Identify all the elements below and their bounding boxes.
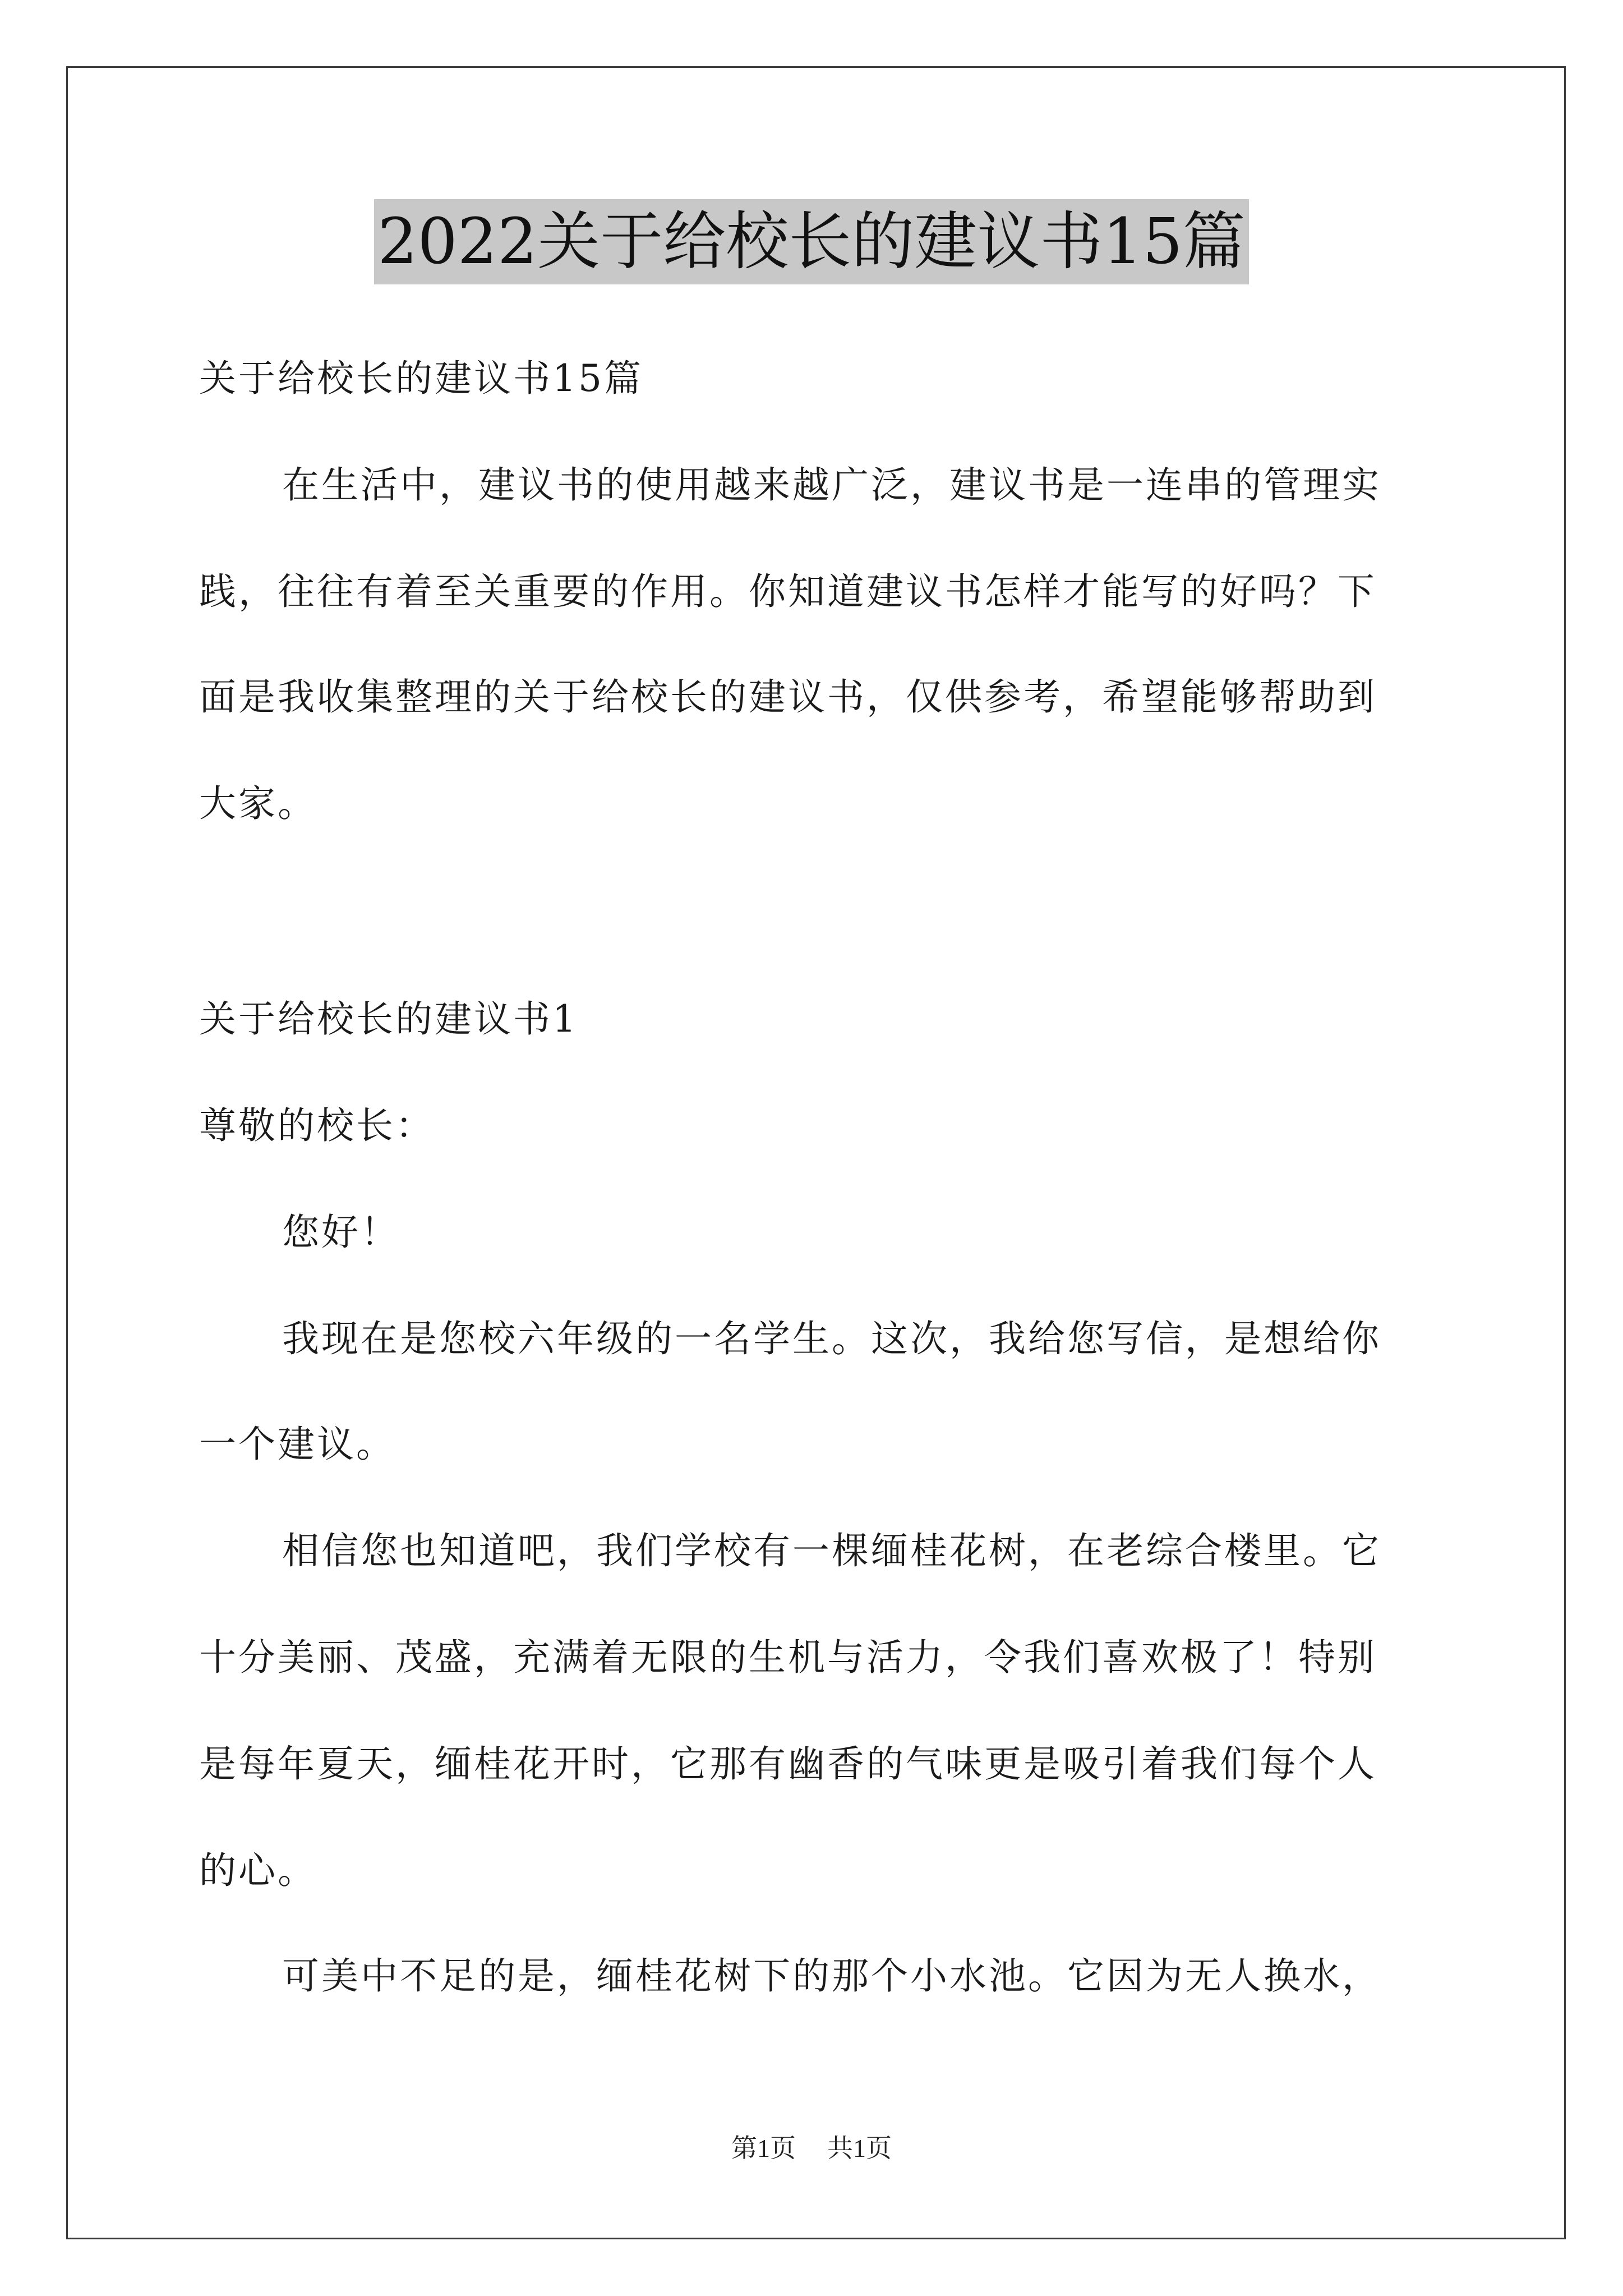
paragraph-1-line-1: 我现在是您校六年级的一名学生。这次，我给您写信，是想给你 (282, 1317, 1381, 1360)
greeting: 您好！ (282, 1211, 400, 1254)
intro-line-4: 大家。 (199, 782, 317, 825)
subtitle: 关于给校长的建议书15篇 (199, 357, 643, 400)
page-total: 共1页 (827, 2134, 892, 2162)
page-footer (0, 2132, 1623, 2165)
document-title: 2022关于给校长的建议书15篇 (374, 199, 1249, 284)
paragraph-2-line-4: 的心。 (199, 1849, 317, 1892)
title-container (0, 199, 1623, 284)
paragraph-2-line-1: 相信您也知道吧，我们学校有一棵缅桂花树，在老综合楼里。它 (282, 1529, 1381, 1572)
paragraph-2-line-3: 是每年夏天，缅桂花开时，它那有幽香的气味更是吸引着我们每个人 (199, 1742, 1377, 1786)
paragraph-3-line-1: 可美中不足的是，缅桂花树下的那个小水池。它因为无人换水， (282, 1954, 1381, 1998)
intro-line-1: 在生活中，建议书的使用越来越广泛，建议书是一连串的管理实 (282, 463, 1381, 507)
section-heading: 关于给校长的建议书1 (199, 997, 578, 1041)
paragraph-1-line-2: 一个建议。 (199, 1423, 395, 1466)
paragraph-2-line-2: 十分美丽、茂盛，充满着无限的生机与活力，令我们喜欢极了！特别 (199, 1636, 1377, 1679)
page-number: 第1页 (731, 2134, 796, 2162)
salutation: 尊敬的校长： (199, 1104, 435, 1147)
intro-line-3: 面是我收集整理的关于给校长的建议书，仅供参考，希望能够帮助到 (199, 675, 1377, 719)
intro-line-2: 践，往往有着至关重要的作用。你知道建议书怎样才能写的好吗？下 (199, 570, 1377, 613)
